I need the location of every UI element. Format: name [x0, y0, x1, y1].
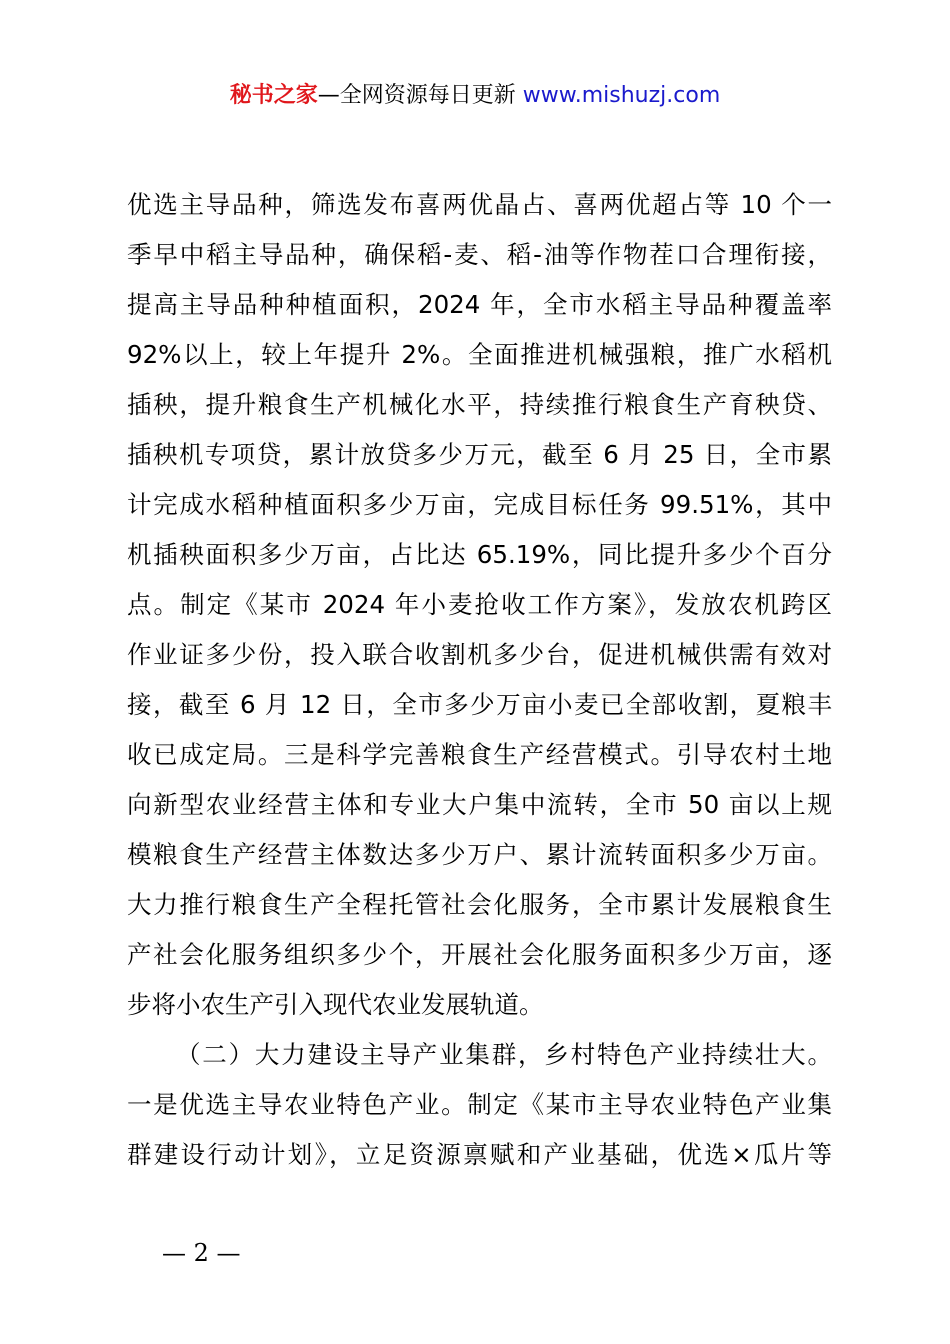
body-line: 模粮食生产经营主体数达多少万户、累计流转面积多少万亩。	[127, 840, 832, 869]
body-line: 收已成定局。三是科学完善粮食生产经营模式。引导农村土地	[127, 740, 832, 769]
body-line: 季早中稻主导品种，确保稻-麦、稻-油等作物茬口合理衔接，	[127, 240, 832, 269]
body-line: 大力推行粮食生产全程托管社会化服务，全市累计发展粮食生	[127, 890, 832, 919]
body-line: 一是优选主导农业特色产业。制定《某市主导农业特色产业集	[127, 1090, 832, 1119]
brand-name: 秘书之家	[229, 83, 318, 108]
body-line: 点。制定《某市 2024 年小麦抢收工作方案》，发放农机跨区	[127, 590, 832, 619]
body-line: 作业证多少份，投入联合收割机多少台，促进机械供需有效对	[127, 640, 832, 669]
body-line: 优选主导品种，筛选发布喜两优晶占、喜两优超占等 10 个一	[127, 190, 832, 219]
body-line: 计完成水稻种植面积多少万亩，完成目标任务 99.51%，其中	[127, 490, 832, 519]
header-tagline: —全网资源每日更新	[317, 83, 523, 108]
site-url-link[interactable]: www.mishuzj.com	[522, 83, 721, 108]
site-header	[0, 80, 950, 112]
body-line: 插秧机专项贷，累计放贷多少万元，截至 6 月 25 日，全市累	[127, 440, 832, 469]
body-line: 步将小农生产引入现代农业发展轨道。	[127, 990, 544, 1019]
body-line: 机插秧面积多少万亩，占比达 65.19%，同比提升多少个百分	[127, 540, 832, 569]
body-line: 群建设行动计划》，立足资源禀赋和产业基础，优选×瓜片等	[127, 1140, 832, 1169]
body-line: 接，截至 6 月 12 日，全市多少万亩小麦已全部收割，夏粮丰	[127, 690, 832, 719]
page-number: — 2 —	[162, 1239, 241, 1267]
body-line: 92%以上，较上年提升 2%。全面推进机械强粮，推广水稻机	[127, 340, 832, 369]
body-line: 向新型农业经营主体和专业大户集中流转，全市 50 亩以上规	[127, 790, 832, 819]
section-heading-line: （二）大力建设主导产业集群，乡村特色产业持续壮大。	[176, 1040, 832, 1069]
body-line: 产社会化服务组织多少个，开展社会化服务面积多少万亩，逐	[127, 940, 832, 969]
body-line: 插秧，提升粮食生产机械化水平，持续推行粮食生产育秧贷、	[127, 390, 832, 419]
body-line: 提高主导品种种植面积，2024 年，全市水稻主导品种覆盖率	[127, 290, 832, 319]
